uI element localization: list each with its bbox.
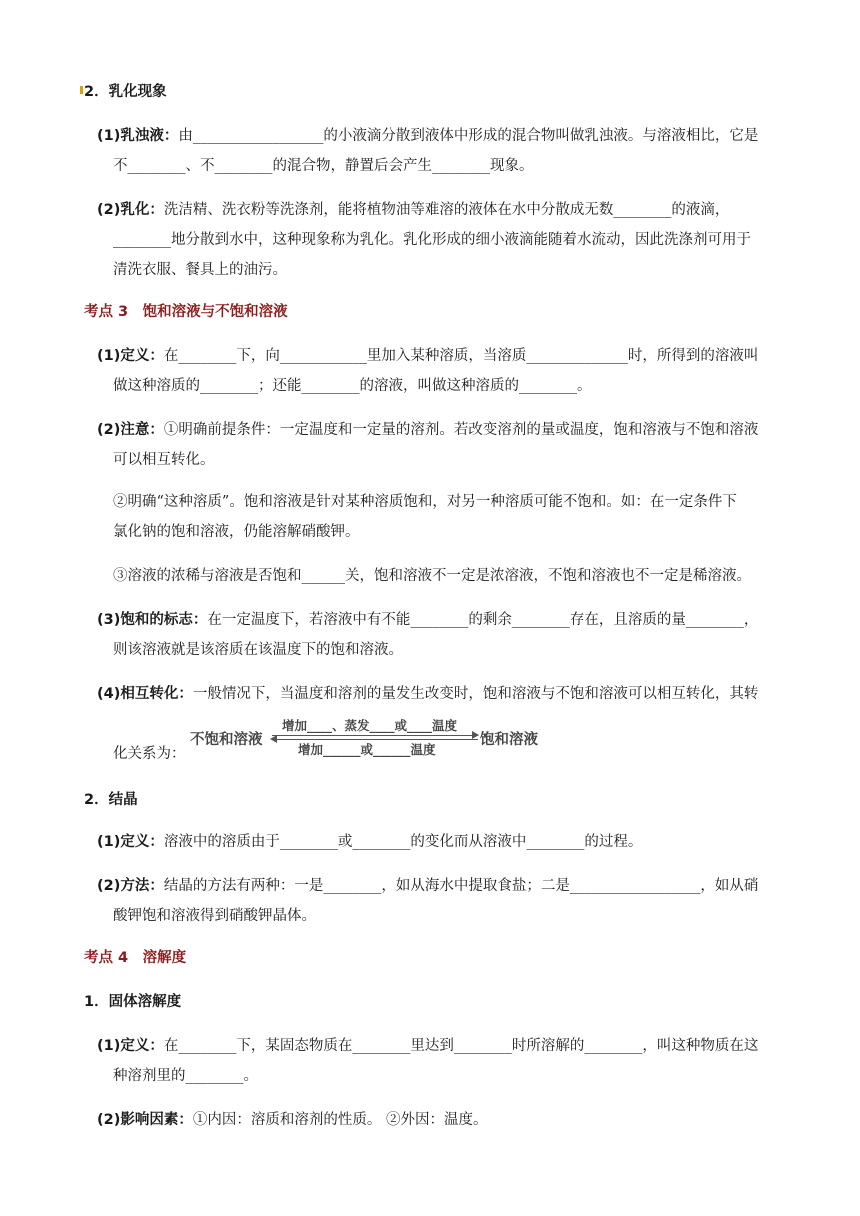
- kaodian-4-heading: 考点 4 溶解度: [84, 950, 187, 966]
- text: 结晶的方法有两种：一是________，如从海水中提取食盐；二是__________________，如从硝: [163, 878, 759, 894]
- term-cryst-method: (2)方法：: [97, 878, 164, 894]
- text: 溶液中的溶质由于________或________的变化而从溶液中________的过程。: [163, 834, 643, 850]
- term-definition: (1)定义：: [97, 348, 164, 364]
- crystallization-definition: [97, 832, 642, 852]
- paragraph-emulsion-line2: 不________、不________的混合物，静置后会产生________现象。: [113, 158, 534, 174]
- solubility-definition-line2: 种溶剂里的________。: [113, 1068, 258, 1084]
- reverse-condition-label: 增加______或______温度: [298, 742, 436, 757]
- text: ①明确前提条件：一定温度和一定量的溶剂。若改变溶剂的量或温度，饱和溶液与不饱和溶液: [163, 422, 759, 438]
- forward-arrowhead: [472, 731, 479, 739]
- crystallization-method-line2: 酸钾饱和溶液得到硝酸钾晶体。: [113, 908, 316, 924]
- paragraph-emulsify-line1: [97, 200, 729, 220]
- crystallization-method-line1: [97, 876, 758, 896]
- section-heading-crystallization: 2．结晶: [84, 792, 138, 808]
- term-emulsion: (1)乳浊液：: [97, 128, 179, 144]
- term-emulsify: (2)乳化：: [97, 202, 164, 218]
- forward-arrow: [272, 735, 478, 736]
- text: ①内因：溶质和溶剂的性质。 ②外因：温度。: [192, 1112, 488, 1128]
- saturated-solution-label: 饱和溶液: [480, 732, 538, 748]
- unsaturated-solution-label: 不饱和溶液: [190, 732, 263, 748]
- note-line4: 氯化钠的饱和溶液，仍能溶解硝酸钾。: [113, 524, 360, 540]
- subheading-solid-solubility: 1．固体溶解度: [84, 994, 182, 1010]
- text: 洗洁精、洗衣粉等洗涤剂，能将植物油等难溶的液体在水中分散成无数________的液滴，: [163, 202, 730, 218]
- solubility-definition-line1: [97, 1036, 758, 1056]
- text: 一般情况下，当温度和溶剂的量发生改变时，饱和溶液与不饱和溶液可以相互转化，其转: [192, 686, 759, 702]
- influencing-factors: [97, 1110, 487, 1130]
- reverse-arrowhead: [270, 735, 277, 743]
- text: 在一定温度下，若溶液中有不能________的剩余________存在，且溶质的量________，: [207, 612, 759, 628]
- text: 在________下，向____________里加入某种溶质，当溶质______________时，所得到的溶液叫: [163, 348, 759, 364]
- term-note: (2)注意：: [97, 422, 164, 438]
- margin-mark: [80, 86, 83, 94]
- text: 由__________________的小液滴分散到液体中形成的混合物叫做乳浊液。与溶液相比，它是: [178, 128, 759, 144]
- term-solubility-definition: (1)定义：: [97, 1038, 164, 1054]
- term-influencing-factors: (2)影响因素：: [97, 1112, 193, 1128]
- term-saturation-sign: (3)饱和的标志：: [97, 612, 208, 628]
- note-line2: 可以相互转化。: [113, 452, 215, 468]
- saturated-definition-line2: 做这种溶质的________；还能________的溶液，叫做这种溶质的________。: [113, 378, 592, 394]
- forward-condition-label: 增加____、蒸发____或____温度: [282, 718, 458, 733]
- section-heading-emulsify: 2．乳化现象: [84, 84, 167, 100]
- kaodian-3-heading: 考点 3 饱和溶液与不饱和溶液: [84, 304, 288, 320]
- term-conversion: (4)相互转化：: [97, 686, 193, 702]
- saturation-sign-line2: 则该溶液就是该溶质在该温度下的饱和溶液。: [113, 642, 403, 658]
- paragraph-emulsify-line2: ________地分散到水中，这种现象称为乳化。乳化形成的细小液滴能随着水流动，因此洗涤剂可用于: [113, 232, 751, 248]
- conversion-line1: [97, 684, 758, 704]
- note-line3: ②明确“这种溶质”。饱和溶液是针对某种溶质饱和，对另一种溶质可能不饱和。如：在一定条件下: [113, 494, 737, 510]
- conversion-diagram: [190, 716, 560, 760]
- note-line1: [97, 420, 758, 440]
- note-line5: ③溶液的浓稀与溶液是否饱和______关，饱和溶液不一定是浓溶液，不饱和溶液也不一定是稀溶液。: [113, 568, 751, 584]
- term-cryst-definition: (1)定义：: [97, 834, 164, 850]
- saturated-definition-line1: [97, 346, 758, 366]
- paragraph-emulsify-line3: 清洗衣服、餐具上的油污。: [113, 262, 287, 278]
- paragraph-emulsion-line1: [97, 126, 758, 146]
- conversion-line2: 化关系为：: [113, 746, 186, 762]
- saturation-sign-line1: [97, 610, 758, 630]
- text: 在________下，某固态物质在________里达到________时所溶解的________，叫这种物质在这: [163, 1038, 759, 1054]
